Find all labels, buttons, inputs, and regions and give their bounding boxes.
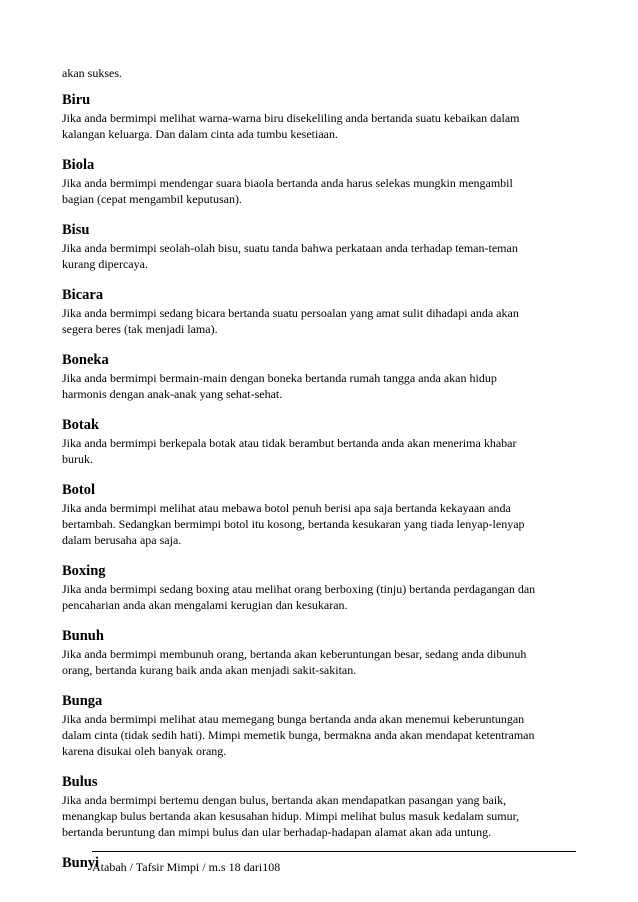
description-line: Jika anda bermimpi sedang boxing atau melihat orang berboxing (tinju) bertanda perdagangan dan (62, 582, 536, 596)
entry (62, 157, 582, 207)
entry-term: Botol (62, 482, 96, 498)
description-line: Jika anda bermimpi bertemu dengan bulus, bertanda akan mendapatkan pasangan yang baik, (62, 793, 507, 807)
entry (62, 693, 582, 759)
entry-term: Bicara (62, 287, 104, 303)
entry-term: Biola (62, 157, 95, 173)
entry (62, 417, 582, 467)
entry (62, 563, 582, 613)
entry-description (62, 646, 582, 678)
description-line: bertambah. Sedangkan bermimpi botol itu kosong, bertanda kesukaran yang tiada lenyap-lenyap (62, 517, 525, 531)
description-line: Jika anda bermimpi seolah-olah bisu, suatu tanda bahwa perkataan anda terhadap teman-teman (62, 241, 518, 255)
description-line: Jika anda bermimpi melihat atau mebawa botol penuh berisi apa saja bertanda kekayaan anda (62, 501, 511, 515)
entry-term: Biru (62, 92, 91, 108)
entry-description (62, 581, 582, 613)
footer-divider (92, 851, 576, 852)
entry (62, 482, 582, 548)
description-line: Jika anda bermimpi berkepala botak atau tidak berambut bertanda anda akan menerima khabar (62, 436, 517, 450)
dream-entries (62, 92, 582, 887)
entry-term: Bunuh (62, 628, 104, 644)
description-line: bertanda beruntung dan mimpi bulus dan ular berhadap-hadapan alamat akan ada untung. (62, 825, 492, 839)
description-line: dalam berusaha apa saja. (62, 533, 182, 547)
description-line: dalam cinta (tidak sedih hati). Mimpi memetik bunga, bermakna anda akan mendapat ketentraman (62, 728, 535, 742)
description-line: kalangan keluarga. Dan dalam cinta ada tumbu kesetiaan. (62, 127, 338, 141)
entry-term: Botak (62, 417, 100, 433)
description-line: kurang dipercaya. (62, 257, 148, 271)
entry-description (62, 175, 582, 207)
entry-term: Bisu (62, 222, 90, 238)
entry-term: Boxing (62, 563, 106, 579)
entry-description (62, 370, 582, 402)
description-line: bagian (cepat mengambil keputusan). (62, 192, 242, 206)
description-line: Jika anda bermimpi membunuh orang, bertanda akan keberuntungan besar, sedang anda dibunuh (62, 647, 527, 661)
entry-description (62, 792, 582, 840)
intro-text: akan sukses. (62, 66, 122, 80)
description-line: Jika anda bermimpi sedang bicara bertanda suatu persoalan yang amat sulit dihadapi anda akan (62, 306, 519, 320)
description-line: harmonis dengan anak-anak yang sehat-sehat. (62, 387, 283, 401)
entry-description (62, 110, 582, 142)
entry (62, 287, 582, 337)
entry-description (62, 711, 582, 759)
entry-term: Boneka (62, 352, 109, 368)
page-footer: Atabah / Tafsir Mimpi / m.s 18 dari108 (92, 860, 281, 874)
entry-term: Bulus (62, 774, 98, 790)
description-line: buruk. (62, 452, 93, 466)
entry-description (62, 500, 582, 548)
description-line: Jika anda bermimpi melihat warna-warna biru disekeliling anda bertanda suatu kebaikan dalam (62, 111, 520, 125)
entry-description (62, 435, 582, 467)
entry (62, 628, 582, 678)
entry-term: Bunyi (62, 855, 100, 871)
description-line: pencaharian anda akan mengalami kerugian dan kesukaran. (62, 598, 348, 612)
entry (62, 92, 582, 142)
entry (62, 222, 582, 272)
entry (62, 774, 582, 840)
description-line: menangkap bulus bertanda akan kesusahan hidup. Mimpi melihat bulus masuk kedalam sumur, (62, 809, 520, 823)
description-line: orang, bertanda kurang baik anda akan menjadi sakit-sakitan. (62, 663, 357, 677)
description-line: karena disukai oleh banyak orang. (62, 744, 227, 758)
description-line: Jika anda bermimpi mendengar suara biaola bertanda anda harus selekas mungkin mengambil (62, 176, 513, 190)
entry-term: Bunga (62, 693, 103, 709)
entry-description (62, 305, 582, 337)
description-line: Jika anda bermimpi bermain-main dengan boneka bertanda rumah tangga anda akan hidup (62, 371, 497, 385)
entry-description (62, 240, 582, 272)
entry (62, 352, 582, 402)
description-line: segera beres (tak menjadi lama). (62, 322, 218, 336)
description-line: Jika anda bermimpi melihat atau memegang bunga bertanda anda akan menemui keberuntungan (62, 712, 525, 726)
